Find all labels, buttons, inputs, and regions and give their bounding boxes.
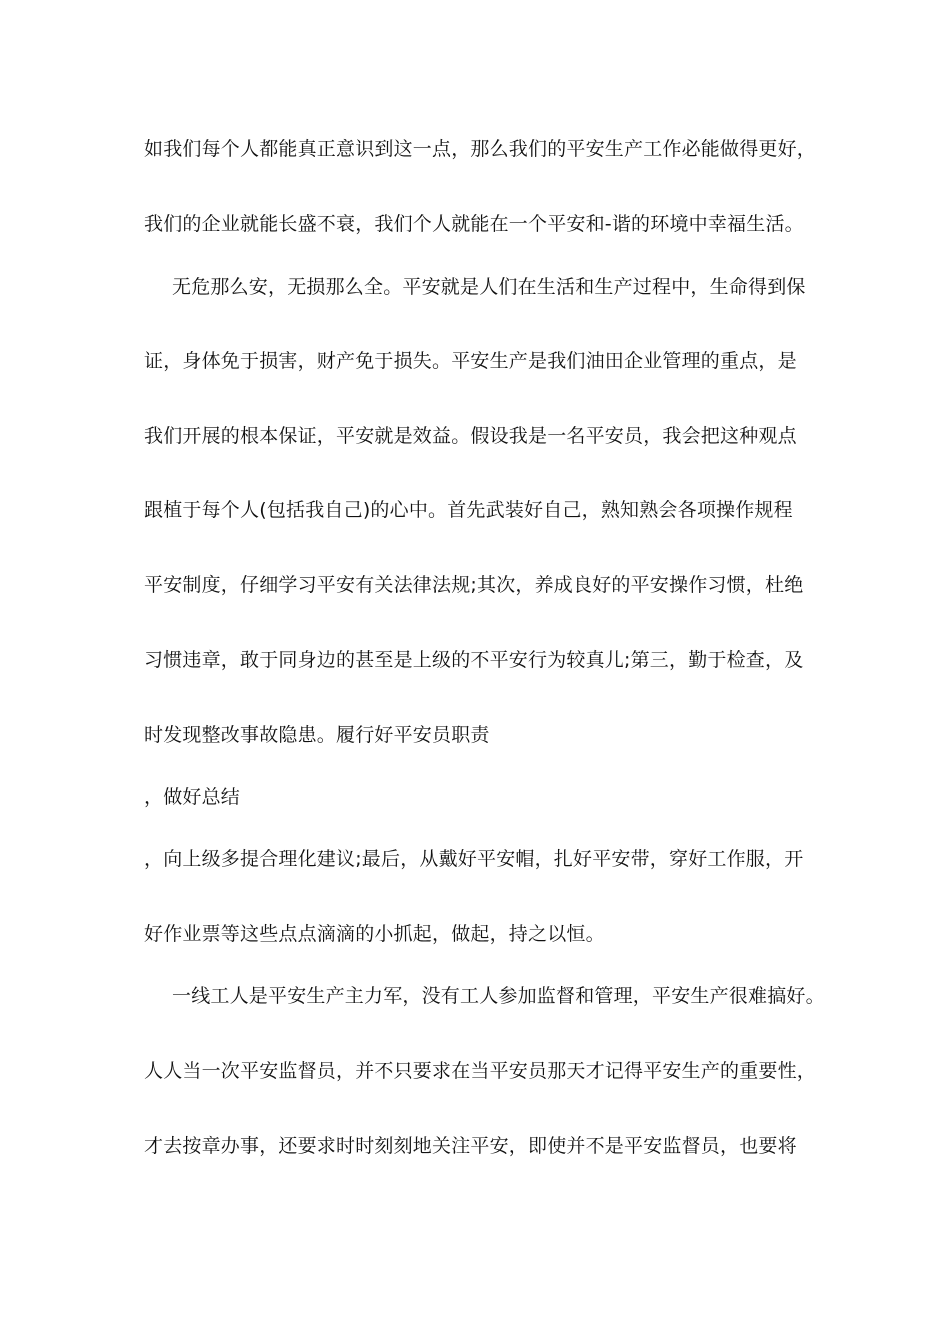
paragraph-start-line: 无危那么安，无损那么全。平安就是人们在生活和生产过程中，生命得到保 [172, 276, 806, 298]
text-line: 我们的企业就能长盛不衰，我们个人就能在一个平安和-谐的环境中幸福生活。 [144, 213, 804, 235]
text-line: 我们开展的根本保证，平安就是效益。假设我是一名平安员，我会把这种观点 [144, 425, 797, 447]
text-line: 人人当一次平安监督员，并不只要求在当平安员那天才记得平安生产的重要性， [144, 1060, 817, 1082]
paragraph-start-line: 一线工人是平安生产主力军，没有工人参加监督和管理，平安生产很难搞好。 [172, 985, 825, 1007]
text-line: 时发现整改事故隐患。履行好平安员职责 [144, 724, 490, 746]
text-line: 平安制度，仔细学习平安有关法律法规;其次，养成良好的平安操作习惯，杜绝 [144, 574, 804, 596]
text-line: ，做好总结 [144, 786, 241, 808]
text-line: 才去按章办事，还要求时时刻刻地关注平安，即使并不是平安监督员，也要将 [144, 1135, 797, 1157]
text-line: 跟植于每个人(包括我自己)的心中。首先武装好自己，熟知熟会各项操作规程 [144, 499, 793, 521]
text-line: 习惯违章，敢于同身边的甚至是上级的不平安行为较真儿;第三，勤于检查，及 [144, 649, 804, 671]
text-line: 如我们每个人都能真正意识到这一点，那么我们的平安生产工作必能做得更好， [144, 138, 817, 160]
text-line: 好作业票等这些点点滴滴的小抓起，做起，持之以恒。 [144, 923, 605, 945]
text-line: ，向上级多提合理化建议;最后，从戴好平安帽，扎好平安带，穿好工作服，开 [144, 848, 804, 870]
text-line: 证，身体免于损害，财产免于损失。平安生产是我们油田企业管理的重点，是 [144, 350, 797, 372]
